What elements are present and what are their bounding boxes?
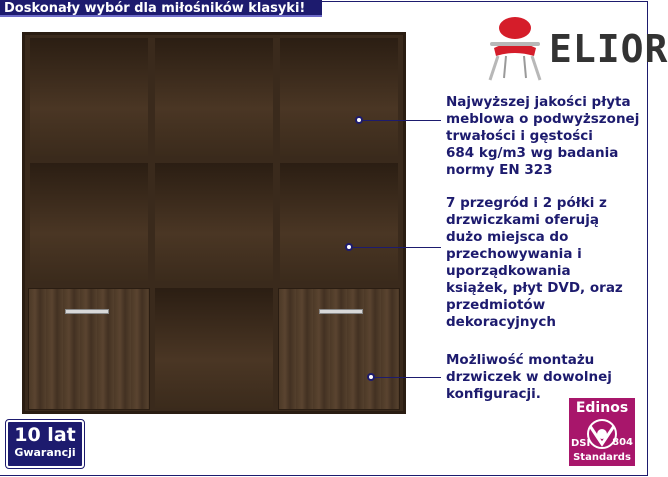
frame-right-border (647, 1, 648, 476)
warranty-years: 10 lat (14, 424, 76, 446)
door-handle (65, 309, 109, 314)
warranty-label: Gwarancji (14, 446, 76, 459)
edinos-label: Standards (573, 452, 631, 463)
shelf-compartment (30, 38, 148, 156)
callout-dot (367, 373, 375, 381)
frame-bottom-border (0, 475, 648, 476)
edinos-brand: Edinos (575, 400, 629, 416)
callout-text-storage: 7 przegród i 2 półki z drzwiczkami oferują dużo miejsca do przechowywania i uporządkowania książek, płyt DVD, oraz przedmiotów dekoracyjnych (446, 195, 623, 330)
shelf-compartment (280, 38, 398, 156)
header-banner: Doskonały wybór dla miłośników klasyki! (0, 0, 322, 17)
edinos-right-code: 804 (612, 437, 633, 448)
callout-text-material: Najwyższej jakości płyta meblowa o podwyższonej trwałości i gęstości 684 kg/m3 wg badania normy EN 323 (446, 94, 640, 178)
edinos-left-code: DSI (571, 438, 591, 449)
callout-text-doors: Możliwość montażu drzwiczek w dowolnej konfiguracji. (446, 352, 612, 402)
shelf-compartment (280, 163, 398, 281)
brand-logo-text: ELIOR (549, 27, 668, 71)
door-handle (319, 309, 363, 314)
shelf-door-right (278, 288, 400, 410)
shelf-compartment (30, 163, 148, 281)
callout-line (353, 247, 441, 248)
edinos-standards-badge (569, 398, 635, 466)
frame-top-border (322, 1, 648, 2)
shelf-compartment (155, 163, 273, 281)
bookshelf-image (22, 32, 406, 414)
red-chair-icon (484, 14, 546, 82)
shelf-door-left (28, 288, 150, 410)
callout-dot (345, 243, 353, 251)
callout-line (375, 377, 441, 378)
warranty-badge (6, 420, 84, 468)
callout-dot (355, 116, 363, 124)
shelf-compartment (155, 38, 273, 156)
callout-line (363, 120, 441, 121)
shelf-compartment (155, 288, 273, 408)
